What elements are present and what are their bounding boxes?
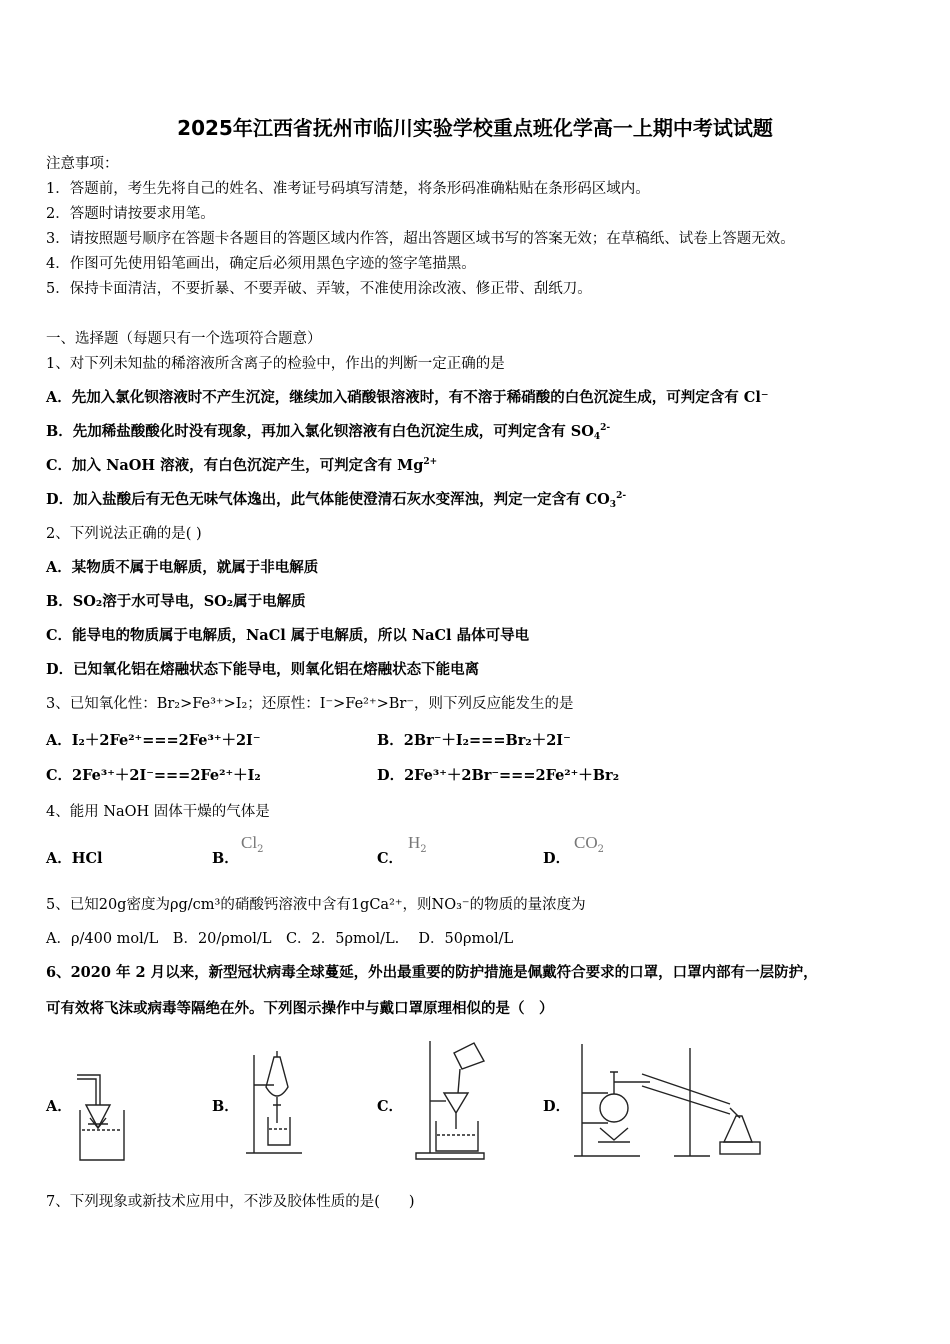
- section-heading: 一、选择题（每题只有一个选项符合题意）: [46, 331, 322, 347]
- question-1-option-c: C．加入 NaOH 溶液，有白色沉淀产生，可判定含有 $Mg^{2+}$: [46, 457, 438, 474]
- distillation-apparatus-diagram: [570, 1038, 770, 1163]
- question-6-option-b: B．: [212, 1098, 239, 1115]
- question-6-option-a: A．: [46, 1098, 72, 1115]
- question-3-option-c: C．2Fe³⁺＋2I⁻===2Fe²⁺＋I₂: [46, 767, 261, 784]
- page-title: 2025年江西省抚州市临川实验学校重点班化学高一上期中考试试题: [177, 116, 773, 140]
- notice-item: 5．保持卡面清洁，不要折暴、不要弄破、弄皱，不准使用涂改液、修正带、刮纸刀。: [46, 281, 592, 297]
- question-6-stem: 6、2020 年 2 月以来，新型冠状病毒全球蔓延，外出最重要的防护措施是佩戴符合要求的口罩，口罩内部有一层防护，: [46, 964, 818, 981]
- question-1-stem: 1、对下列未知盐的稀溶液所含离子的检验中，作出的判断一定正确的是: [46, 356, 505, 372]
- question-4-option-c: C．: [377, 850, 404, 867]
- question-5-stem: 5、已知20g密度为ρg/cm³的硝酸钙溶液中含有1gCa²⁺，则NO₃⁻的物质的量浓度为: [46, 897, 586, 913]
- question-3-option-a: A．I₂＋2Fe²⁺===2Fe³⁺＋2I⁻: [46, 732, 261, 749]
- question-1-option-a: A．先加入氯化钡溶液时不产生沉淀，继续加入硝酸银溶液时，有不溶于稀硝酸的白色沉淀生成，可判定含有 Cl⁻: [46, 389, 769, 406]
- question-2-stem: 2、下列说法正确的是( ): [46, 526, 202, 542]
- question-1-option-b: B．先加稀盐酸酸化时没有现象，再加入氯化钡溶液有白色沉淀生成，可判定含有 $SO_4^{2-}$: [46, 423, 611, 442]
- question-4-stem: 4、能用 NaOH 固体干燥的气体是: [46, 804, 270, 820]
- question-2-option-b: B．SO₂溶于水可导电，SO₂属于电解质: [46, 593, 306, 610]
- notice-item: 3．请按照题号顺序在答题卡各题目的答题区域内作答，超出答题区域书写的答案无效；在草稿纸、试卷上答题无效。: [46, 231, 795, 247]
- question-2-option-d: D．已知氧化铝在熔融状态下能导电，则氧化铝在熔融状态下能电离: [46, 661, 480, 678]
- question-2-option-a: A．某物质不属于电解质，就属于非电解质: [46, 559, 319, 576]
- question-4-option-d-formula: $CO_2$: [574, 833, 604, 855]
- question-5-options: A．ρ/400 mol/L B．20/ρmol/L C．2．5ρmol/L. D．50ρmol/L: [46, 931, 514, 947]
- question-3-option-b: B．2Br⁻＋I₂===Br₂＋2I⁻: [377, 732, 571, 749]
- beaker-gas-absorption-diagram: [72, 1070, 132, 1165]
- notice-item: 1．答题前，考生先将自己的姓名、准考证号码填写清楚，将条形码准确粘贴在条形码区域内。: [46, 181, 650, 197]
- question-6-option-d: D．: [543, 1098, 571, 1115]
- question-2-option-c: C．能导电的物质属于电解质，NaCl 属于电解质，所以 NaCl 晶体可导电: [46, 627, 530, 644]
- notice-item: 4．作图可先使用铅笔画出，确定后必须用黑色字迹的签字笔描黑。: [46, 256, 476, 272]
- question-1-option-d: D．加入盐酸后有无色无味气体逸出，此气体能使澄清石灰水变浑浊，判定一定含有 $CO_3^{2-}$: [46, 491, 627, 510]
- question-4-option-d: D．: [543, 850, 571, 867]
- question-6-stem-cont: 可有效将飞沫或病毒等隔绝在外。下列图示操作中与戴口罩原理相似的是（ ）: [46, 1000, 554, 1017]
- question-4-option-b-formula: $Cl_2$: [241, 833, 264, 855]
- separatory-funnel-diagram: [244, 1045, 304, 1160]
- question-7-stem: 7、下列现象或新技术应用中，不涉及胶体性质的是( ): [46, 1194, 415, 1210]
- question-3-stem: 3、已知氧化性：Br₂>Fe³⁺>I₂；还原性：I⁻>Fe²⁺>Br⁻，则下列反应能发生的是: [46, 696, 574, 712]
- question-3-option-d: D．2Fe³⁺＋2Br⁻===2Fe²⁺＋Br₂: [377, 767, 620, 784]
- question-4-option-a: A．HCl: [46, 850, 103, 867]
- notice-heading: 注意事项：: [46, 156, 119, 172]
- question-4-option-c-formula: $H_2$: [408, 833, 427, 855]
- question-6-option-c: C．: [377, 1098, 404, 1115]
- question-4-option-b: B．: [212, 850, 239, 867]
- filtration-diagram: [412, 1035, 492, 1165]
- notice-item: 2．答题时请按要求用笔。: [46, 206, 215, 222]
